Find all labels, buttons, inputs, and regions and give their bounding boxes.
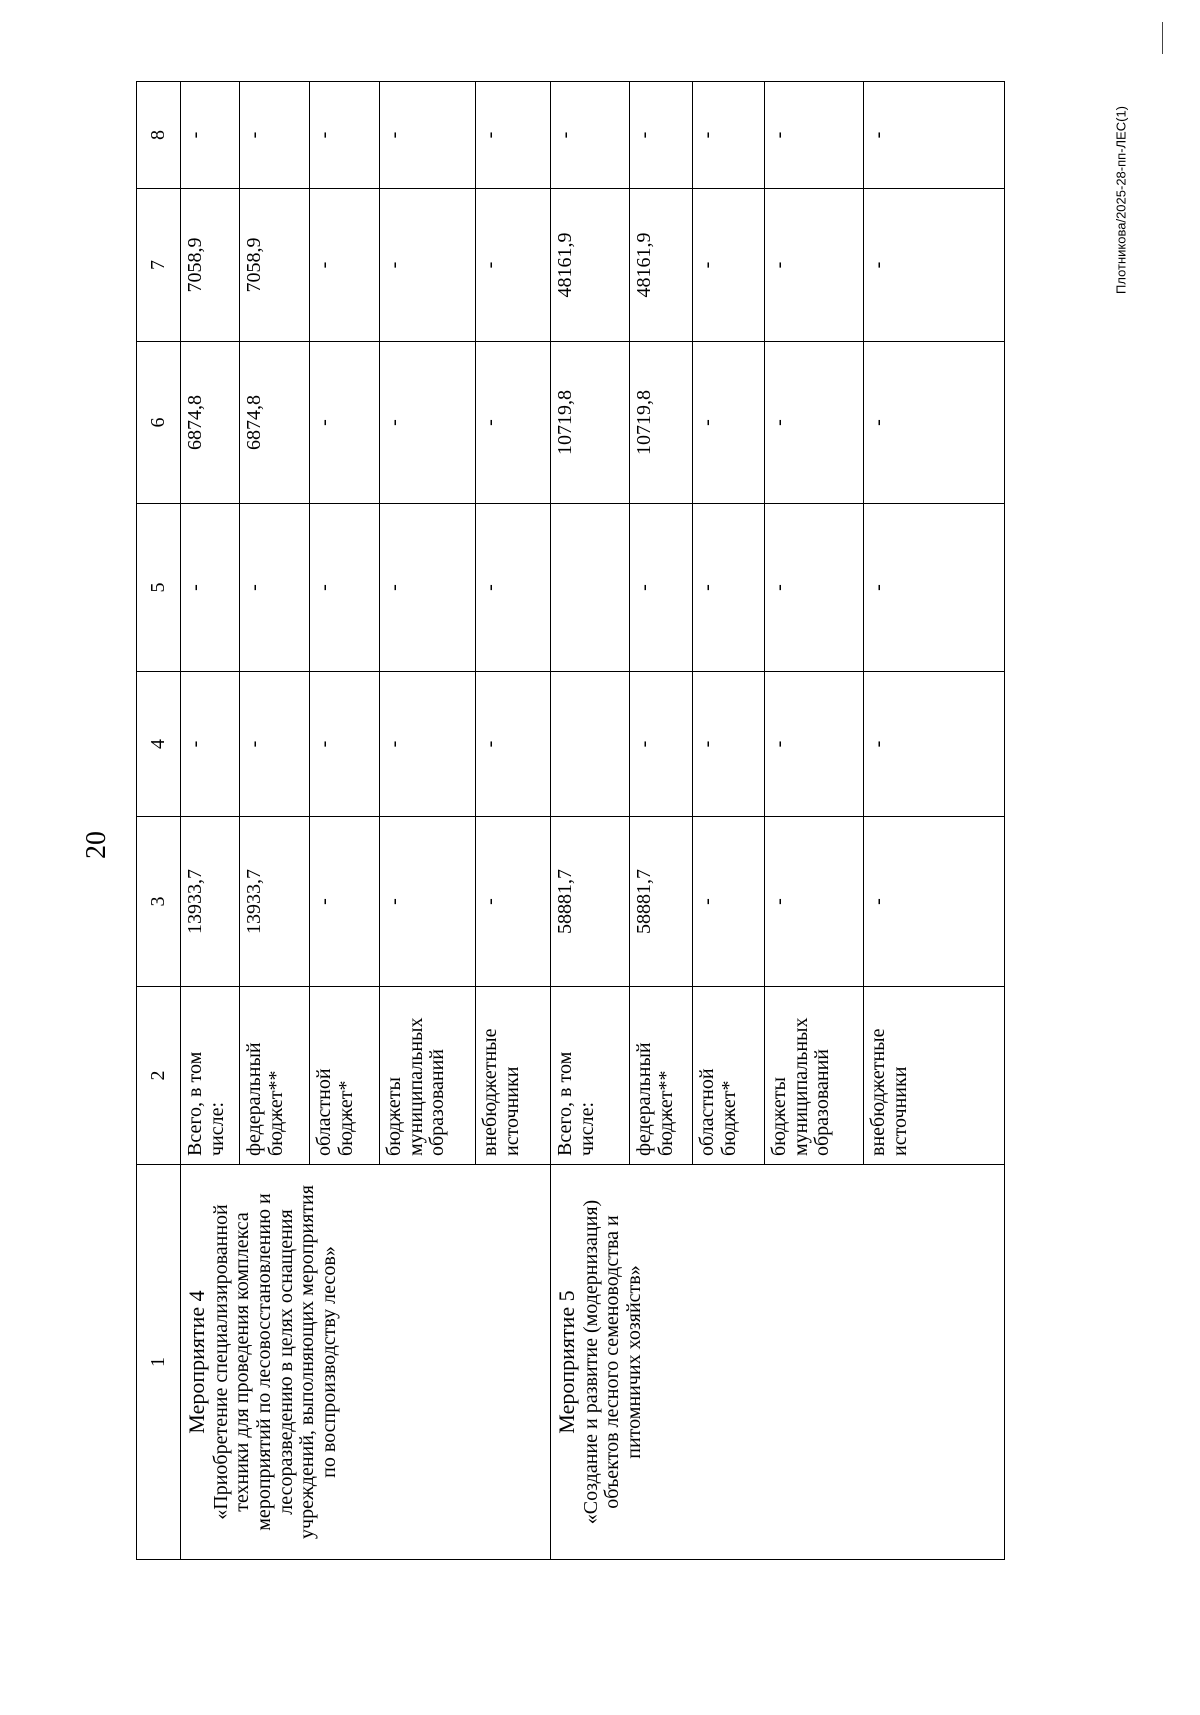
cell-col-8: - bbox=[380, 82, 476, 189]
activity-text: «Приобретение специализированной техники для проведения комплекса мероприятий по лесовосстановлению и лесоразведению в целях оснащения учреждений, выполняющих мероприятия по воспроизводству лесов» bbox=[209, 1185, 340, 1539]
funding-source: Всего, в том числе: bbox=[181, 987, 240, 1165]
cell-col-3: 13933,7 bbox=[240, 817, 310, 987]
cell-col-6: - bbox=[693, 342, 765, 504]
cell-col-6: - bbox=[864, 342, 1005, 504]
cell-col-8: - bbox=[551, 82, 630, 189]
cell-col-4: - bbox=[864, 672, 1005, 817]
cell-col-3: - bbox=[693, 817, 765, 987]
cell-col-5: - bbox=[380, 504, 476, 672]
funding-source: внебюджетные источники bbox=[864, 987, 1005, 1165]
cell-col-3: - bbox=[765, 817, 864, 987]
cell-col-8: - bbox=[693, 82, 765, 189]
funding-source: внебюджетные источники bbox=[476, 987, 551, 1165]
header-col-2: 2 bbox=[137, 987, 181, 1165]
cell-col-4: - bbox=[765, 672, 864, 817]
header-col-6: 6 bbox=[137, 342, 181, 504]
cell-col-6: 10719,8 bbox=[630, 342, 693, 504]
cell-col-7: 48161,9 bbox=[551, 189, 630, 342]
cell-col-4: - bbox=[693, 672, 765, 817]
table-row bbox=[181, 82, 240, 1560]
header-col-7: 7 bbox=[137, 189, 181, 342]
activity-label: Мероприятие 5 bbox=[554, 1290, 579, 1434]
cell-col-6: 6874,8 bbox=[240, 342, 310, 504]
cell-col-3: - bbox=[864, 817, 1005, 987]
cell-col-8: - bbox=[240, 82, 310, 189]
header-col-4: 4 bbox=[137, 672, 181, 817]
header-col-1: 1 bbox=[137, 1165, 181, 1560]
funding-source: Всего, в том числе: bbox=[551, 987, 630, 1165]
funding-source: областной бюджет* bbox=[310, 987, 380, 1165]
cell-col-3: - bbox=[476, 817, 551, 987]
cell-col-8: - bbox=[310, 82, 380, 189]
cell-col-7: - bbox=[864, 189, 1005, 342]
funding-table bbox=[136, 81, 1005, 1560]
cell-col-5: - bbox=[476, 504, 551, 672]
header-col-8: 8 bbox=[137, 82, 181, 189]
cell-col-8: - bbox=[476, 82, 551, 189]
page-number: 20 bbox=[81, 831, 112, 859]
cell-col-6: - bbox=[476, 342, 551, 504]
cell-col-6: 10719,8 bbox=[551, 342, 630, 504]
cell-col-7: - bbox=[380, 189, 476, 342]
cell-col-5: - bbox=[693, 504, 765, 672]
cell-col-3: - bbox=[380, 817, 476, 987]
cell-col-7: - bbox=[765, 189, 864, 342]
cell-col-5: - bbox=[310, 504, 380, 672]
header-row bbox=[137, 82, 181, 1560]
cell-col-7: - bbox=[693, 189, 765, 342]
funding-source: федеральный бюджет** bbox=[240, 987, 310, 1165]
activity-5-description bbox=[551, 1165, 1005, 1560]
cell-col-6: - bbox=[310, 342, 380, 504]
cell-col-4 bbox=[551, 672, 630, 817]
funding-source: федеральный бюджет** bbox=[630, 987, 693, 1165]
cell-col-4: - bbox=[181, 672, 240, 817]
funding-table-rotated bbox=[136, 82, 1004, 1560]
cell-col-6: 6874,8 bbox=[181, 342, 240, 504]
activity-text: «Создание и развитие (модернизация) объектов лесного семеноводства и питомничих хозяйств» bbox=[579, 1199, 645, 1525]
header-col-5: 5 bbox=[137, 504, 181, 672]
cell-col-6: - bbox=[765, 342, 864, 504]
cell-col-8: - bbox=[864, 82, 1005, 189]
cell-col-5: - bbox=[240, 504, 310, 672]
document-code: Плотникова/2025-28-пп-ЛЕС(1) bbox=[1113, 105, 1129, 295]
cell-col-3: 58881,7 bbox=[630, 817, 693, 987]
cell-col-8: - bbox=[765, 82, 864, 189]
cell-col-5 bbox=[551, 504, 630, 672]
cell-col-7: 7058,9 bbox=[181, 189, 240, 342]
funding-source: бюджеты муниципальных образований bbox=[380, 987, 476, 1165]
funding-table-container bbox=[136, 82, 1004, 1560]
cell-col-5: - bbox=[630, 504, 693, 672]
cell-col-4: - bbox=[630, 672, 693, 817]
funding-source: бюджеты муниципальных образований bbox=[765, 987, 864, 1165]
cell-col-4: - bbox=[240, 672, 310, 817]
table-row bbox=[551, 82, 630, 1560]
cell-col-3: 13933,7 bbox=[181, 817, 240, 987]
header-col-3: 3 bbox=[137, 817, 181, 987]
cell-col-4: - bbox=[476, 672, 551, 817]
cell-col-7: 48161,9 bbox=[630, 189, 693, 342]
cell-col-5: - bbox=[864, 504, 1005, 672]
cell-col-4: - bbox=[310, 672, 380, 817]
cell-col-7: - bbox=[476, 189, 551, 342]
cell-col-4: - bbox=[380, 672, 476, 817]
cell-col-5: - bbox=[765, 504, 864, 672]
cell-col-5: - bbox=[181, 504, 240, 672]
cell-col-3: - bbox=[310, 817, 380, 987]
funding-source: областной бюджет* bbox=[693, 987, 765, 1165]
activity-4-description bbox=[181, 1165, 551, 1560]
scan-edge-mark bbox=[1162, 22, 1163, 54]
cell-col-7: - bbox=[310, 189, 380, 342]
cell-col-7: 7058,9 bbox=[240, 189, 310, 342]
cell-col-8: - bbox=[630, 82, 693, 189]
activity-label: Мероприятие 4 bbox=[184, 1290, 209, 1434]
cell-col-6: - bbox=[380, 342, 476, 504]
cell-col-3: 58881,7 bbox=[551, 817, 630, 987]
cell-col-8: - bbox=[181, 82, 240, 189]
